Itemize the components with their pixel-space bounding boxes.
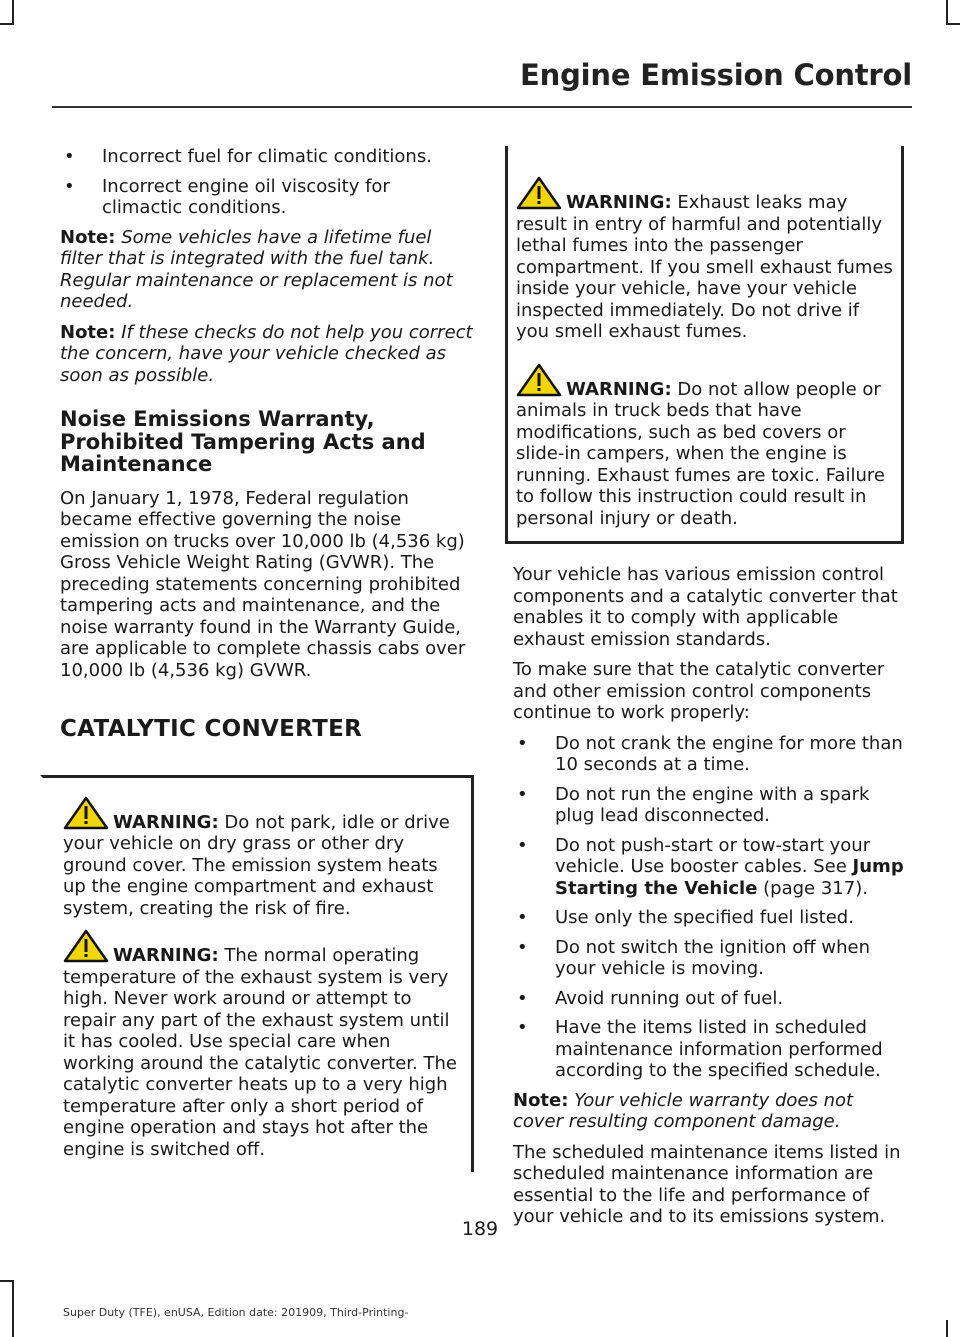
- warning-label: WARNING:: [113, 945, 219, 966]
- warning-text: Do not allow people or animals in truck beds that have modifications, such as bed covers or slide-in campers, when the engine is running. Exhaust fumes are toxic. Failure to follow this instruction could result in personal injury or death.: [516, 378, 885, 529]
- crop-mark: [0, 1280, 14, 1282]
- warning-label: WARNING:: [566, 378, 672, 400]
- warning-box: [505, 146, 904, 544]
- right-column: [513, 146, 908, 1237]
- warning: [516, 363, 893, 530]
- warning-triangle-icon: [516, 176, 566, 210]
- warning-triangle-icon: [516, 363, 566, 397]
- bullet-glyph: •: [517, 783, 528, 805]
- bullet-glyph: •: [517, 987, 528, 1009]
- crop-mark: [12, 0, 14, 25]
- warning-triangle-icon: [63, 929, 113, 963]
- list-item: [513, 784, 908, 827]
- crop-mark: [946, 1320, 948, 1337]
- warning: [63, 796, 463, 920]
- page-title: Engine Emission Control: [520, 58, 912, 92]
- note-label: Note:: [513, 1089, 569, 1111]
- list-item-text: Do not crank the engine for more than 10 seconds at a time.: [555, 732, 903, 775]
- list-item-text: Do not run the engine with a spark plug lead disconnected.: [555, 783, 870, 826]
- crop-mark: [946, 23, 960, 25]
- list-item-text: Do not push-start or tow-start your vehicle. Use booster cables. See: [555, 834, 871, 877]
- bullet-glyph: •: [517, 834, 528, 856]
- paragraph: The scheduled maintenance items listed in scheduled maintenance information are essential to the life and performance of your vehicle and to its emissions system.: [513, 1141, 901, 1227]
- list-item: [60, 176, 474, 219]
- header-divider: [52, 106, 912, 108]
- section-heading: CATALYTIC CONVERTER: [60, 716, 363, 742]
- noise-heading: Noise Emissions Warranty, Prohibited Tampering Acts and Maintenance: [60, 407, 426, 476]
- bullet-glyph: •: [517, 1017, 528, 1038]
- warning-text: Exhaust leaks may result in entry of harmful and potentially lethal fumes into the passenger compartment. If you smell exhaust fumes inside your vehicle, have your vehicle inspected immediately. Do not drive if you smell exhaust fumes.: [516, 192, 893, 342]
- note-text: Some vehicles have a lifetime fuel filter that is integrated with the fuel tank. Regular maintenance or replacement is not needed.: [60, 226, 453, 312]
- left-column: [60, 146, 474, 1172]
- list-item: [60, 146, 474, 168]
- list-item-text: Incorrect fuel for climatic conditions.: [102, 146, 432, 167]
- list-item-text: Avoid running out of fuel.: [555, 987, 784, 1009]
- bullet-glyph: •: [517, 936, 528, 958]
- jump-starting-link[interactable]: Jump Starting the Vehicle: [555, 856, 904, 899]
- page-number: 189: [461, 1218, 499, 1240]
- list-item: [513, 937, 908, 980]
- list-item: [513, 907, 908, 929]
- warning-label: WARNING:: [566, 192, 672, 213]
- list-item: [513, 1017, 908, 1082]
- bullet-glyph: •: [517, 907, 528, 928]
- warning: [516, 176, 893, 343]
- warning-triangle-icon: [63, 796, 113, 830]
- note-text: If these checks do not help you correct the concern, have your vehicle checked as soon as possible.: [60, 321, 473, 386]
- bullet-glyph: •: [64, 146, 75, 167]
- list-item-text: Have the items listed in scheduled maintenance information performed according to the specified schedule.: [555, 1017, 883, 1081]
- warning-text: Do not park, idle or drive your vehicle on dry grass or other dry ground cover. The emission system heats up the engine compartment and exhaust system, creating the risk of fire.: [63, 811, 450, 919]
- list-item-text: Use only the specified fuel listed.: [555, 907, 854, 928]
- footer-edition: Super Duty (TFE), enUSA, Edition date: 201909, Third-Printing-: [63, 1306, 409, 1319]
- list-item: [513, 835, 908, 900]
- note-label: Note:: [60, 226, 116, 248]
- note: [60, 227, 474, 313]
- paragraph: To make sure that the catalytic converter and other emission control components continue to work properly:: [513, 659, 885, 723]
- list-item: [513, 733, 908, 776]
- note: [60, 322, 474, 387]
- list-item-text: Do not switch the ignition off when your vehicle is moving.: [555, 936, 871, 979]
- crop-mark: [12, 1280, 14, 1337]
- page-reference: (page 317).: [763, 877, 868, 899]
- warning-text: The normal operating temperature of the exhaust system is very high. Never work around or attempt to repair any part of the exhaust system until it has cooled. Use special care when working around the catalytic converter. The catalytic converter heats up to a very high temperature after only a short period of engine operation and stays hot after the engine is switched off.: [63, 945, 457, 1160]
- note-label: Note:: [60, 321, 116, 343]
- note: [513, 1090, 908, 1133]
- noise-paragraph: On January 1, 1978, Federal regulation became effective governing the noise emission on trucks over 10,000 lb (4,536 kg) Gross Vehicle Weight Rating (GVWR). The preceding statements concerning prohibited tampering acts and maintenance, and the noise warranty found in the Warranty Guide, are applicable to complete chassis cabs over 10,000 lb (4,536 kg) GVWR.: [60, 487, 466, 681]
- bullet-glyph: •: [517, 732, 528, 754]
- paragraph: Your vehicle has various emission control components and a catalytic converter that enables it to comply with applicable exhaust emission standards.: [513, 564, 898, 650]
- warning-box: [40, 775, 474, 1173]
- crop-mark: [0, 23, 14, 25]
- note-text: Your vehicle warranty does not cover resulting component damage.: [513, 1089, 854, 1132]
- list-item: [513, 988, 908, 1010]
- bullet-glyph: •: [64, 175, 75, 197]
- crop-mark: [946, 0, 948, 25]
- warning: [63, 929, 463, 1160]
- warning-label: WARNING:: [113, 811, 219, 833]
- list-item-text: Incorrect engine oil viscosity for climactic conditions.: [102, 175, 390, 218]
